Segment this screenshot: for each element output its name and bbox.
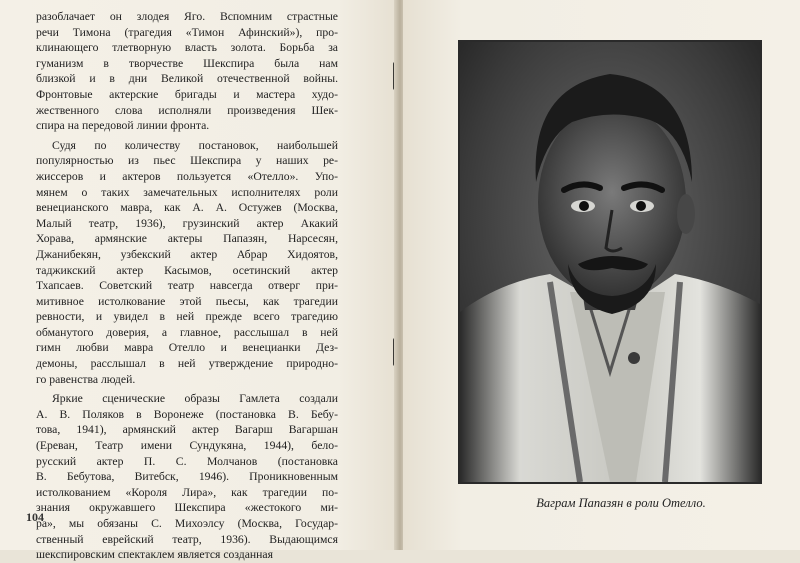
text-line: Судя по количеству постановок, наибольшей bbox=[52, 138, 338, 152]
text-line: таджикский актер Касымов, осетинский актер bbox=[36, 263, 338, 277]
text-line: Яркие сценические образы Гамлета создали bbox=[52, 392, 338, 406]
portrait-photo-icon bbox=[460, 42, 760, 482]
text-line: А. В. Поляков в Воронеже (постановка В. Бебу- bbox=[36, 407, 338, 421]
text-line: Хорава, армянские актеры Папазян, Нарсесян, bbox=[36, 232, 338, 246]
photo-caption: Ваграм Папазян в роли Отелло. bbox=[536, 496, 706, 510]
text-line: Фронтовые актерские бригады и мастера худо- bbox=[36, 87, 338, 101]
text-line: това, 1941), армянский актер Вагарш Вагаршан bbox=[36, 423, 338, 437]
text-line: митивное истолкование этой пьесы, как трагедии bbox=[36, 294, 338, 308]
text-line: демоны, расслышал в ней утверждение природно- bbox=[36, 357, 338, 371]
page-number: 104 bbox=[26, 510, 44, 524]
text-line: близкой и в дни Великой отечественной войны. bbox=[36, 72, 338, 86]
body-text bbox=[36, 9, 338, 563]
text-line: Джанибекян, узбекский актер Абрар Хидоятов, bbox=[36, 247, 338, 261]
text-line: популярностью из пьес Шекспира у наших ре- bbox=[36, 154, 338, 168]
text-line: русский актер П. С. Молчанов (постановка bbox=[36, 454, 338, 468]
text-line: Малый театр, 1936), грузинский актер Акакий bbox=[36, 216, 338, 230]
text-line: обманутого доверия, а главное, расслышал в ней bbox=[36, 325, 338, 339]
portrait-photo-icon bbox=[458, 40, 762, 484]
text-line: ственный еврейский театр, 1936). Выдающимся bbox=[36, 532, 338, 546]
text-line: речи Тимона (трагедия «Тимон Афинский»), про- bbox=[36, 25, 338, 39]
text-line: спира на передовой линии фронта. bbox=[36, 119, 210, 133]
text-line: жественного слова исполняли произведения Шек- bbox=[36, 103, 338, 117]
text-line: венецианского мавра, как А. А. Остужев (Москва, bbox=[36, 201, 338, 215]
text-line: В. Бебутова, Витебск, 1946). Проникновенным bbox=[36, 470, 338, 484]
text-line: знания окружавшего Шекспира «жестокого ми- bbox=[36, 501, 338, 515]
text-line: ревности, и увидел в ней прежде всего трагедию bbox=[36, 310, 338, 324]
text-line: гимн любви мавра Отелло и венецианки Дез- bbox=[36, 341, 338, 355]
text-line: го равенства людей. bbox=[36, 372, 136, 386]
text-line: ра», мы обязаны С. Михоэлсу (Москва, Государ- bbox=[36, 517, 338, 530]
text-line: клинающего тлетворную власть золота. Борьба за bbox=[36, 41, 338, 55]
text-line: Тхапсаев. Советский театр навсегда отверг при- bbox=[36, 279, 338, 293]
text-line: мянем о таких замечательных исполнителях роли bbox=[36, 185, 338, 199]
text-line: гуманизм в творчестве Шекспира была нам bbox=[36, 56, 338, 70]
left-page bbox=[0, 0, 397, 562]
text-line: разоблачает он злодея Яго. Вспомним страстные bbox=[36, 10, 338, 23]
text-line: жиссеров и актеров пользуется «Отелло». Упо- bbox=[36, 169, 338, 183]
text-line: истолкованием «Короля Лира», как трагедии по- bbox=[36, 485, 338, 499]
text-line: (Ереван, Театр имени Сундукяна, 1944), бело- bbox=[36, 439, 338, 453]
text-line: шекспировским спектаклем является созданная bbox=[36, 548, 273, 562]
